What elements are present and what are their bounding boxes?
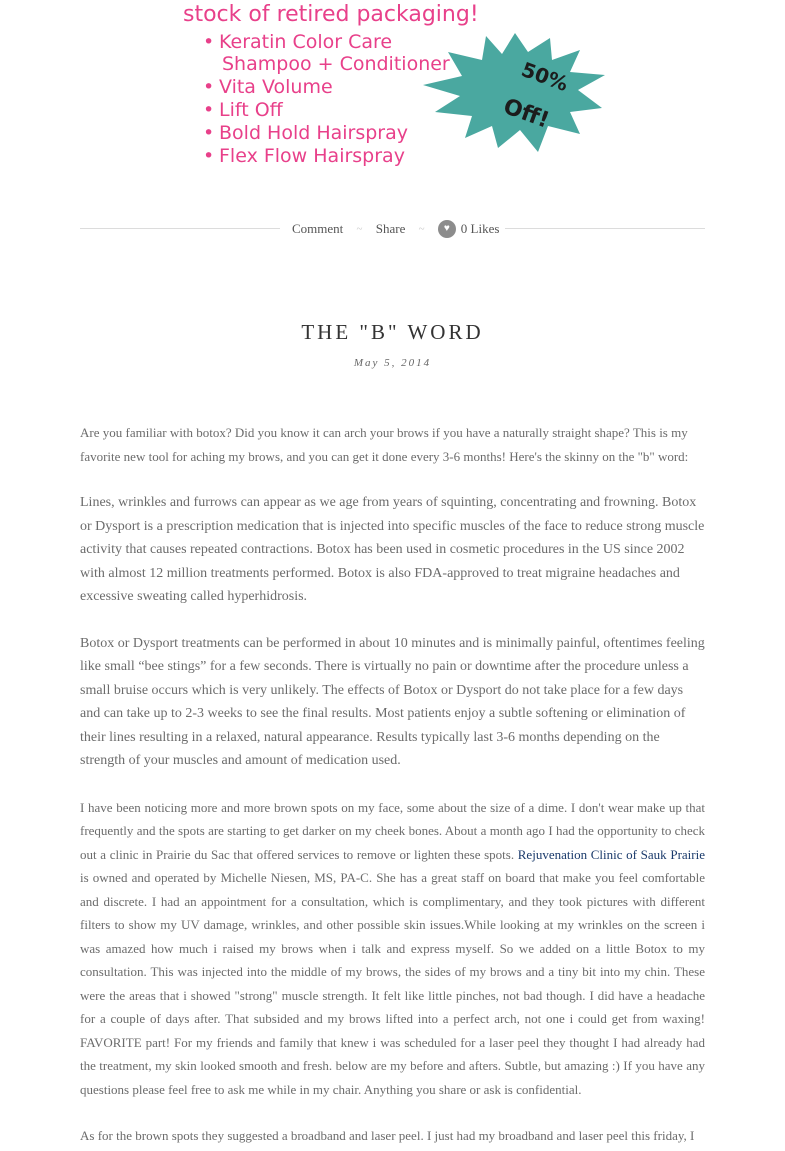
badge-line-1: 50% [518,57,572,97]
share-link[interactable]: Share [375,221,406,237]
post-paragraph: Are you familiar with botox? Did you know it can arch your brows if you have a naturally straight shape? This is my favorite new tool for aching my brows, and you can get it done every 3-6 months! Here's the skinny on the "b" word: [80,425,689,464]
promo-item: Shampoo + Conditioner [222,53,450,75]
post-actions [292,220,499,238]
starburst-shape [423,33,605,152]
divider [505,228,705,229]
badge-line-2: Off! [499,94,553,134]
divider [80,228,280,229]
separator: ~ [356,223,363,236]
promo-item: • Keratin Color Care [203,31,393,53]
post-body [80,421,705,1148]
promo-image [175,0,615,180]
discount-badge [420,30,610,156]
heart-icon: ♥ [438,220,456,238]
promo-item: • Flex Flow Hairspray [203,145,405,167]
likes-count: 0 Likes [460,221,500,237]
promo-heading: stock of retired packaging! [183,2,479,27]
post-paragraph: Botox or Dysport treatments can be performed in about 10 minutes and is minimally painful, oftentimes feeling like small “bee stings” for a few seconds. There is virtually no pain or downtime after the procedure unless a small bruise occurs which is very unlikely. The effects of Botox or Dysport do not take place for a few days and can take up to 2-3 weeks to see the final results. Most patients enjoy a subtle softening or elimination of their lines resulting in a relaxed, natural appearance. Results typically last 3-6 months depending on the strength of your muscles and amount of medication used. [80,635,705,768]
promo-item: • Vita Volume [203,76,333,98]
clinic-link[interactable]: Rejuvenation Clinic of Sauk Prairie [517,846,705,862]
comment-link[interactable]: Comment [292,221,344,237]
post-actions-bar [80,216,705,242]
like-button[interactable] [438,220,500,235]
post-date: May 5, 2014 [353,357,432,369]
promo-item: • Bold Hold Hairspray [203,122,409,144]
separator: ~ [418,223,425,236]
post-title[interactable]: THE "B" WORD [301,320,484,344]
post-paragraph: As for the brown spots they suggested a broadband and laser peel. I just had my broadband and laser peel this friday, I [80,1128,695,1143]
post-paragraph: Lines, wrinkles and furrows can appear as we age from years of squinting, concentrating and frowning. Botox or Dysport is a prescription medication that is injected into specific muscles of the face to reduce strong muscle activity that causes repeated contractions. Botox has been used in cosmetic procedures in the US since 2002 with almost 12 million treatments performed. Botox is also FDA-approved to treat migraine headaches and excessive sweating called hyperhidrosis. [80,495,705,604]
promo-item: • Lift Off [203,99,283,121]
post-paragraph: I have been noticing more and more brown spots on my face, some about the size of a dime. I don't wear make up that frequently and the spots are starting to get darker on my cheek bones. About a month ago I had the opportunity to check out a clinic in Prairie du Sac that offered services to remove or lighten these spots. Rejuvenation Clinic of Sauk Prairie is owned and operated by Michelle Niesen, MS, PA-C. She has a great staff on board that make you feel comfortable and discrete. I had an appointment for a consultation, which is complimentary, and they took pictures with different filters to show my UV damage, wrinkles, and other possible skin issues.While looking at my wrinkles on the screen i was amazed how much i raised my brows when i talk and express myself. So we added on a little Botox to my consultation. This was injected into the middle of my brows, the sides of my brows and a tiny bit into my chin. These were the areas that i showed "strong" muscle strength. It felt like little pinches, not bad though. I did have a headache for a couple of days after. That subsided and my brows lifted into a perfect arch, not one i could get from waxing! FAVORITE part! For my friends and family that knew i was scheduled for a laser peel they thought I had already had the treatment, my skin looked smooth and fresh. below are my before and afters. Subtle, but amazing :) If you have any questions please feel free to ask me while in my chair. Anything you share or ask is confidential. [80,799,705,1097]
